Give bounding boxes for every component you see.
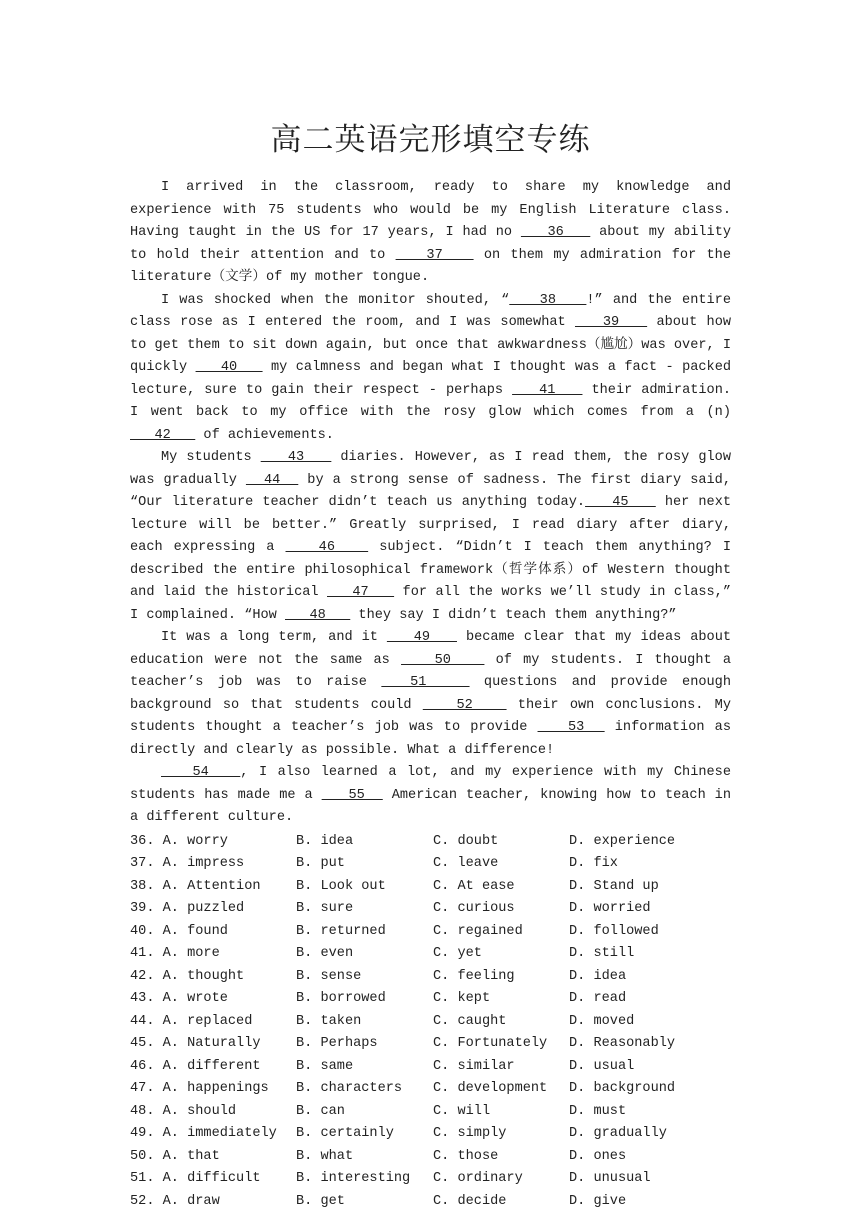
option-row — [130, 1078, 731, 1101]
answer-options — [130, 831, 731, 1214]
option-row — [130, 1123, 731, 1146]
option-c: C. simply — [433, 1126, 507, 1141]
option-b: B. sure — [296, 901, 354, 916]
blank-number: 47 — [327, 585, 395, 600]
option-c: C. yet — [433, 946, 482, 961]
cloze-passage — [130, 177, 731, 830]
option-b: B. certainly — [296, 1126, 394, 1141]
option-a: 45. A. Naturally — [130, 1036, 261, 1051]
option-row — [130, 898, 731, 921]
option-row — [130, 921, 731, 944]
passage-text: My students — [161, 450, 261, 465]
passage-text: subject. “Didn’t I teach them anything? I described the entire philosophical framework（哲学体系）of Western thought and laid the historical — [130, 540, 732, 600]
passage-text: diaries. However, as I read them, the rosy glow was gradually — [130, 450, 731, 488]
passage-paragraph — [130, 447, 731, 627]
option-a: 41. A. more — [130, 946, 220, 961]
passage-paragraph — [130, 762, 731, 830]
option-b: B. put — [296, 856, 345, 871]
passage-text: their admiration. I went back to my office with the rosy glow which comes from a (n) — [130, 382, 732, 420]
option-c: C. kept — [433, 991, 491, 1006]
option-b: B. even — [296, 946, 354, 961]
option-a: 47. A. happenings — [130, 1081, 269, 1096]
option-d: D. gradually — [569, 1126, 667, 1141]
option-row — [130, 1011, 731, 1034]
option-b: B. Perhaps — [296, 1036, 378, 1051]
option-row — [130, 1168, 731, 1191]
blank-number: 55 — [321, 787, 383, 803]
option-c: C. ordinary — [433, 1171, 523, 1186]
option-a: 50. A. that — [130, 1148, 220, 1164]
option-row — [130, 876, 731, 899]
option-row — [130, 831, 731, 854]
option-a: 51. A. difficult — [130, 1171, 261, 1186]
passage-text: by a strong sense of sadness. The first diary said, “Our literature teacher didn’t teach us anything today. — [130, 472, 731, 510]
option-a: 48. A. should — [130, 1103, 237, 1119]
option-d: D. still — [569, 946, 635, 961]
option-d: D. Reasonably — [569, 1036, 676, 1051]
option-row — [130, 1146, 731, 1169]
option-c: C. will — [433, 1103, 491, 1119]
passage-text: about how to get them to sit down again, but once that awkwardness（尴尬）was over, I quickly — [130, 315, 732, 375]
passage-text: questions and provide enough background so that students could — [130, 675, 731, 713]
passage-text: for all the works we’ll study in class,” I complained. “How — [130, 585, 731, 623]
option-c: C. caught — [433, 1013, 507, 1029]
option-d: D. moved — [569, 1013, 635, 1029]
blank-number: 36 — [520, 225, 591, 240]
option-b: B. interesting — [296, 1171, 411, 1186]
blank-number: 39 — [574, 315, 648, 330]
option-b: B. characters — [296, 1081, 403, 1096]
option-d: D. unusual — [569, 1171, 651, 1186]
passage-paragraph — [130, 290, 731, 448]
option-c: C. curious — [433, 901, 515, 916]
blank-number: 48 — [285, 607, 351, 623]
option-c: C. those — [433, 1148, 499, 1164]
option-d: D. must — [569, 1103, 627, 1119]
option-d: D. experience — [569, 833, 676, 849]
blank-number: 41 — [512, 382, 583, 398]
option-b: B. idea — [296, 833, 354, 849]
blank-number: 45 — [585, 495, 656, 510]
option-c: C. feeling — [433, 968, 515, 984]
option-row — [130, 1101, 731, 1124]
blank-number: 51 — [381, 675, 470, 690]
option-a: 39. A. puzzled — [130, 901, 245, 916]
option-d: D. worried — [569, 901, 651, 916]
option-row — [130, 1191, 731, 1214]
blank-number: 49 — [386, 630, 457, 645]
option-a: 38. A. Attention — [130, 878, 261, 894]
option-b: B. Look out — [296, 878, 386, 894]
option-d: D. fix — [569, 856, 618, 871]
option-row — [130, 853, 731, 876]
option-b: B. sense — [296, 968, 362, 984]
option-a: 37. A. impress — [130, 856, 245, 871]
option-d: D. Stand up — [569, 878, 659, 894]
blank-number: 46 — [285, 540, 369, 555]
blank-number: 54 — [161, 765, 241, 780]
blank-number: 43 — [260, 450, 332, 465]
option-row — [130, 966, 731, 989]
blank-number: 52 — [422, 697, 507, 713]
option-a: 49. A. immediately — [130, 1126, 277, 1141]
passage-text: of my students. I thought a teacher’s job was to raise — [130, 652, 731, 690]
passage-text: they say I didn’t teach them anything?” — [350, 607, 677, 623]
blank-number: 40 — [195, 360, 263, 375]
option-c: C. leave — [433, 856, 499, 871]
option-row — [130, 943, 731, 966]
option-a: 44. A. replaced — [130, 1013, 253, 1029]
passage-text: It was a long term, and it — [161, 630, 387, 645]
option-b: B. same — [296, 1058, 354, 1074]
option-c: C. regained — [433, 923, 523, 939]
option-d: D. background — [569, 1081, 676, 1096]
passage-text: American teacher, knowing how to teach in a different culture. — [130, 787, 732, 825]
option-b: B. what — [296, 1148, 354, 1164]
option-b: B. get — [296, 1193, 345, 1209]
passage-text: I was shocked when the monitor shouted, “ — [161, 292, 510, 308]
passage-text: about my ability to hold their attention and to — [130, 225, 732, 263]
option-b: B. returned — [296, 923, 386, 939]
option-a: 36. A. worry — [130, 833, 228, 849]
page-title: 高二英语完形填空专练 — [270, 122, 591, 158]
passage-text: her next lecture will be better.” Greatly surprised, I read diary after diary, each expressing a — [130, 495, 732, 555]
option-d: D. ones — [569, 1148, 627, 1164]
option-row — [130, 988, 731, 1011]
blank-number: 42 — [130, 427, 196, 443]
option-row — [130, 1056, 731, 1079]
passage-text: , I also learned a lot, and my experience with my Chinese students has made me a — [130, 765, 731, 803]
option-d: D. followed — [569, 923, 659, 939]
blank-number: 38 — [509, 292, 587, 308]
passage-text: !” and the entire class rose as I entered the room, and I was somewhat — [130, 292, 731, 330]
passage-text: I arrived in the classroom, ready to share my knowledge and experience with 75 students who would be my English Literature class. Having taught in the US for 17 years, I had no — [130, 180, 731, 240]
option-c: C. similar — [433, 1058, 515, 1074]
passage-text: on them my admiration for the literature（文学）of my mother tongue. — [130, 247, 731, 285]
option-b: B. borrowed — [296, 991, 386, 1006]
passage-paragraph — [130, 177, 731, 290]
option-a: 43. A. wrote — [130, 991, 228, 1006]
blank-number: 53 — [537, 720, 605, 735]
option-c: C. At ease — [433, 878, 515, 894]
option-d: D. read — [569, 991, 627, 1006]
option-d: D. give — [569, 1193, 627, 1209]
passage-paragraph — [130, 627, 731, 762]
option-a: 46. A. different — [130, 1058, 261, 1074]
option-a: 52. A. draw — [130, 1193, 220, 1209]
option-c: C. development — [433, 1081, 548, 1096]
option-b: B. can — [296, 1103, 345, 1119]
document-page — [130, 118, 731, 1213]
blank-number: 44 — [245, 472, 299, 488]
passage-text: my calmness and began what I thought was a fact - packed lecture, sure to gain their respect - perhaps — [130, 360, 732, 398]
option-a: 42. A. thought — [130, 968, 245, 984]
option-d: D. idea — [569, 968, 627, 984]
passage-text: information as directly and clearly as possible. What a difference! — [130, 720, 731, 758]
passage-text: their own conclusions. My students thought a teacher’s job was to provide — [130, 697, 731, 735]
option-c: C. decide — [433, 1193, 507, 1209]
passage-text: became clear that my ideas about education were not the same as — [130, 630, 732, 668]
option-d: D. usual — [569, 1058, 635, 1074]
passage-text: of achievements. — [195, 427, 334, 443]
option-row — [130, 1033, 731, 1056]
option-c: C. Fortunately — [433, 1036, 548, 1051]
blank-number: 50 — [401, 652, 485, 668]
option-b: B. taken — [296, 1013, 362, 1029]
option-a: 40. A. found — [130, 923, 228, 939]
blank-number: 37 — [395, 247, 474, 263]
option-c: C. doubt — [433, 833, 499, 849]
